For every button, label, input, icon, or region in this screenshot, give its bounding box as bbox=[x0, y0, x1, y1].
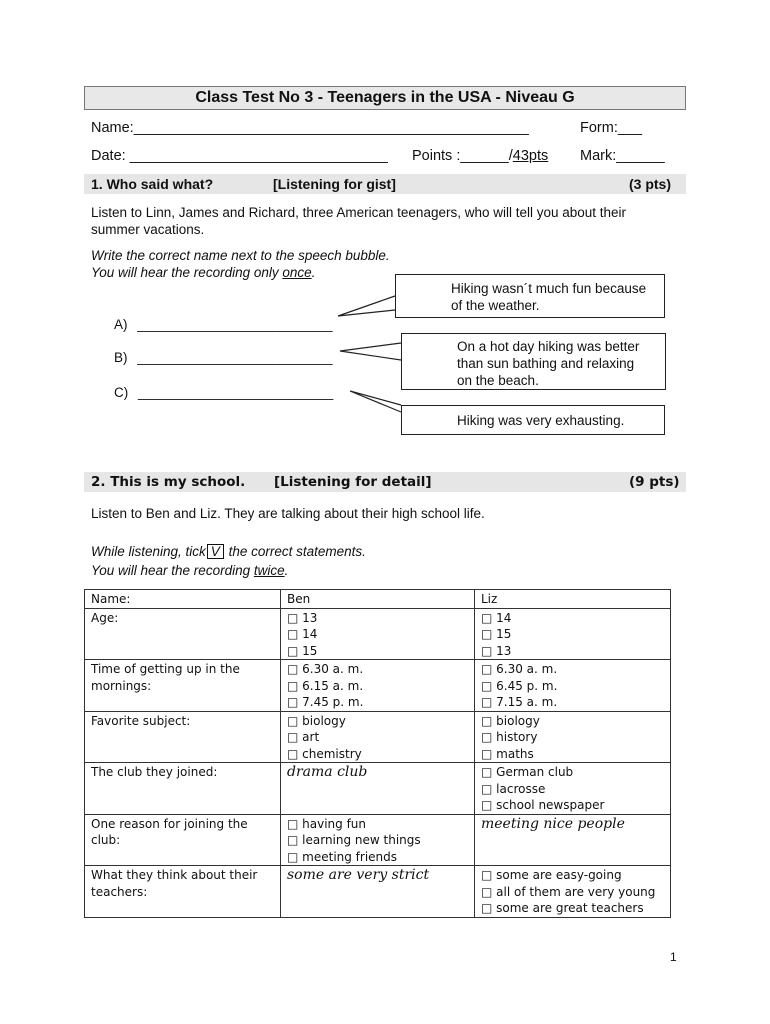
form-label: Form: bbox=[580, 120, 618, 136]
school-table bbox=[84, 589, 671, 918]
section2-instruction-line2 bbox=[91, 562, 288, 579]
answer-label: C) bbox=[114, 385, 129, 400]
instruction-emphasis: twice bbox=[253, 563, 285, 578]
handwritten-answer: drama club bbox=[287, 764, 368, 780]
ben-answer bbox=[281, 866, 475, 918]
table-row bbox=[85, 866, 671, 918]
checkbox-option[interactable]: □ 6.30 a. m. bbox=[287, 662, 364, 676]
instruction-text: . bbox=[284, 563, 289, 578]
points-label: Points : bbox=[412, 148, 461, 164]
liz-options bbox=[475, 711, 671, 763]
checkbox-option[interactable]: □ 6.45 p. m. bbox=[481, 678, 558, 693]
row-label-text: mornings: bbox=[91, 678, 152, 693]
ben-options bbox=[281, 608, 475, 660]
checkbox-option[interactable]: □ 6.15 a. m. bbox=[287, 678, 364, 693]
ben-options bbox=[281, 660, 475, 712]
bubble2-pointer bbox=[340, 343, 401, 360]
checkbox-option[interactable]: □ 13 bbox=[287, 610, 318, 625]
tick-mark-box: V bbox=[207, 544, 224, 559]
row-label bbox=[85, 763, 281, 815]
header-name: Name: bbox=[85, 590, 281, 609]
checkbox-option[interactable]: □ having fun bbox=[287, 816, 367, 831]
checkbox-option[interactable]: □ 7.45 p. m. bbox=[287, 695, 364, 709]
table-header-row bbox=[85, 590, 671, 609]
bubble-text: Hiking was very exhausting. bbox=[457, 413, 625, 428]
checkbox-option[interactable]: □ 15 bbox=[287, 643, 318, 658]
checkbox-option[interactable]: □ German club bbox=[481, 765, 574, 779]
speech-bubble-3 bbox=[401, 405, 665, 435]
section2-tag: [Listening for detail] bbox=[274, 474, 432, 490]
liz-options bbox=[475, 608, 671, 660]
table-row bbox=[85, 763, 671, 815]
table-row bbox=[85, 814, 671, 866]
section2-intro: Listen to Ben and Liz. They are talking about their high school life. bbox=[91, 506, 485, 521]
section1-tag: [Listening for gist] bbox=[273, 176, 396, 192]
liz-options bbox=[475, 660, 671, 712]
checkbox-option[interactable]: □ some are easy-going bbox=[481, 868, 622, 882]
liz-options bbox=[475, 763, 671, 815]
section1-points: (3 pts) bbox=[629, 176, 671, 192]
bubble-text: of the weather. bbox=[451, 298, 540, 313]
liz-options bbox=[475, 866, 671, 918]
ben-answer bbox=[281, 763, 475, 815]
instruction-text: You will hear the recording only bbox=[91, 265, 283, 280]
section2-heading: 2. This is my school. bbox=[91, 474, 246, 490]
checkbox-option[interactable]: □ some are great teachers bbox=[481, 901, 644, 915]
checkbox-option[interactable]: □ art bbox=[287, 730, 320, 744]
section2-points: (9 pts) bbox=[629, 474, 680, 490]
row-label-text: teachers: bbox=[91, 884, 148, 899]
answer-line[interactable]: __________________________ bbox=[137, 350, 333, 365]
form-line: ___ bbox=[617, 120, 643, 136]
speech-bubble-1 bbox=[395, 274, 665, 318]
speech-bubble-2 bbox=[401, 333, 666, 390]
page-number: 1 bbox=[670, 950, 677, 964]
test-title: Class Test No 3 - Teenagers in the USA - Niveau G bbox=[195, 89, 575, 106]
header-ben: Ben bbox=[281, 590, 475, 609]
row-label-text: Time of getting up in the bbox=[91, 662, 240, 676]
section1-heading: 1. Who said what? bbox=[91, 176, 214, 192]
checkbox-option[interactable]: □ 13 bbox=[481, 643, 512, 658]
table-row bbox=[85, 660, 671, 712]
instruction-emphasis: once bbox=[282, 265, 312, 280]
checkbox-option[interactable]: □ 6.30 a. m. bbox=[481, 662, 558, 676]
checkbox-option[interactable]: □ 7.15 a. m. bbox=[481, 695, 558, 709]
answer-line[interactable]: __________________________ bbox=[138, 385, 334, 400]
checkbox-option[interactable]: □ chemistry bbox=[287, 746, 362, 761]
instruction-text: . bbox=[311, 265, 316, 280]
checkbox-option[interactable]: □ lacrosse bbox=[481, 781, 546, 796]
row-label-text: The club they joined: bbox=[91, 765, 218, 779]
handwritten-answer: meeting nice people bbox=[481, 815, 625, 832]
checkbox-option[interactable]: □ history bbox=[481, 730, 538, 744]
liz-answer bbox=[475, 814, 671, 866]
handwritten-answer: some are very strict bbox=[287, 867, 430, 883]
ben-options bbox=[281, 711, 475, 763]
bubble-text: Hiking wasn´t much fun because bbox=[451, 281, 647, 296]
mark-label: Mark: bbox=[580, 148, 617, 164]
instruction-text: While listening, tick bbox=[91, 544, 206, 559]
table-row bbox=[85, 711, 671, 763]
checkbox-option[interactable]: □ meeting friends bbox=[287, 849, 398, 864]
header-liz: Liz bbox=[475, 590, 671, 609]
bubble-text: On a hot day hiking was better bbox=[457, 339, 640, 354]
answer-label: A) bbox=[114, 317, 128, 332]
row-label-text: What they think about their bbox=[91, 868, 258, 882]
table-row bbox=[85, 608, 671, 660]
points-total: 43pts bbox=[512, 148, 549, 164]
checkbox-option[interactable]: □ maths bbox=[481, 746, 534, 761]
answer-line[interactable]: __________________________ bbox=[137, 317, 333, 332]
bubble1-pointer bbox=[338, 296, 395, 316]
row-label-text: Favorite subject: bbox=[91, 713, 191, 728]
checkbox-option[interactable]: □ biology bbox=[287, 713, 346, 728]
bubble-text: than sun bathing and relaxing bbox=[457, 356, 635, 371]
date-label: Date: bbox=[91, 148, 126, 164]
bubble3-pointer bbox=[350, 391, 401, 412]
row-label bbox=[85, 711, 281, 763]
instruction-text: the correct statements. bbox=[224, 544, 366, 559]
checkbox-option[interactable]: □ 14 bbox=[287, 627, 318, 641]
row-label bbox=[85, 608, 281, 660]
name-line: _________________________________________________ bbox=[133, 120, 529, 136]
checkbox-option[interactable]: □ learning new things bbox=[287, 833, 421, 847]
section1-instruction-line1: Write the correct name next to the speech bubble. bbox=[91, 248, 390, 263]
points-line: ______ bbox=[460, 148, 509, 164]
date-line: ________________________________ bbox=[129, 148, 388, 164]
section1-intro-line2: summer vacations. bbox=[91, 222, 205, 237]
checkbox-option[interactable]: □ 15 bbox=[481, 627, 512, 641]
instruction-text: You will hear the recording bbox=[91, 563, 254, 578]
bubble-text: on the beach. bbox=[457, 373, 539, 388]
section1-intro-line1: Listen to Linn, James and Richard, three American teenagers, who will tell you about their bbox=[91, 205, 627, 220]
row-label-text: Age: bbox=[91, 610, 119, 625]
points-sep: / bbox=[508, 148, 513, 164]
row-label bbox=[85, 866, 281, 918]
checkbox-option[interactable]: □ all of them are very young bbox=[481, 884, 656, 899]
checkbox-option[interactable]: □ school newspaper bbox=[481, 798, 605, 812]
row-label bbox=[85, 660, 281, 712]
ben-options bbox=[281, 814, 475, 866]
checkbox-option[interactable]: □ 14 bbox=[481, 610, 512, 625]
row-label-text: One reason for joining the bbox=[91, 816, 248, 831]
row-label bbox=[85, 814, 281, 866]
checkbox-option[interactable]: □ biology bbox=[481, 713, 540, 728]
mark-line: ______ bbox=[616, 148, 665, 164]
section2-instruction-line1 bbox=[91, 543, 366, 560]
answer-label: B) bbox=[114, 350, 128, 365]
row-label-text: club: bbox=[91, 833, 121, 847]
name-label: Name: bbox=[91, 120, 134, 136]
